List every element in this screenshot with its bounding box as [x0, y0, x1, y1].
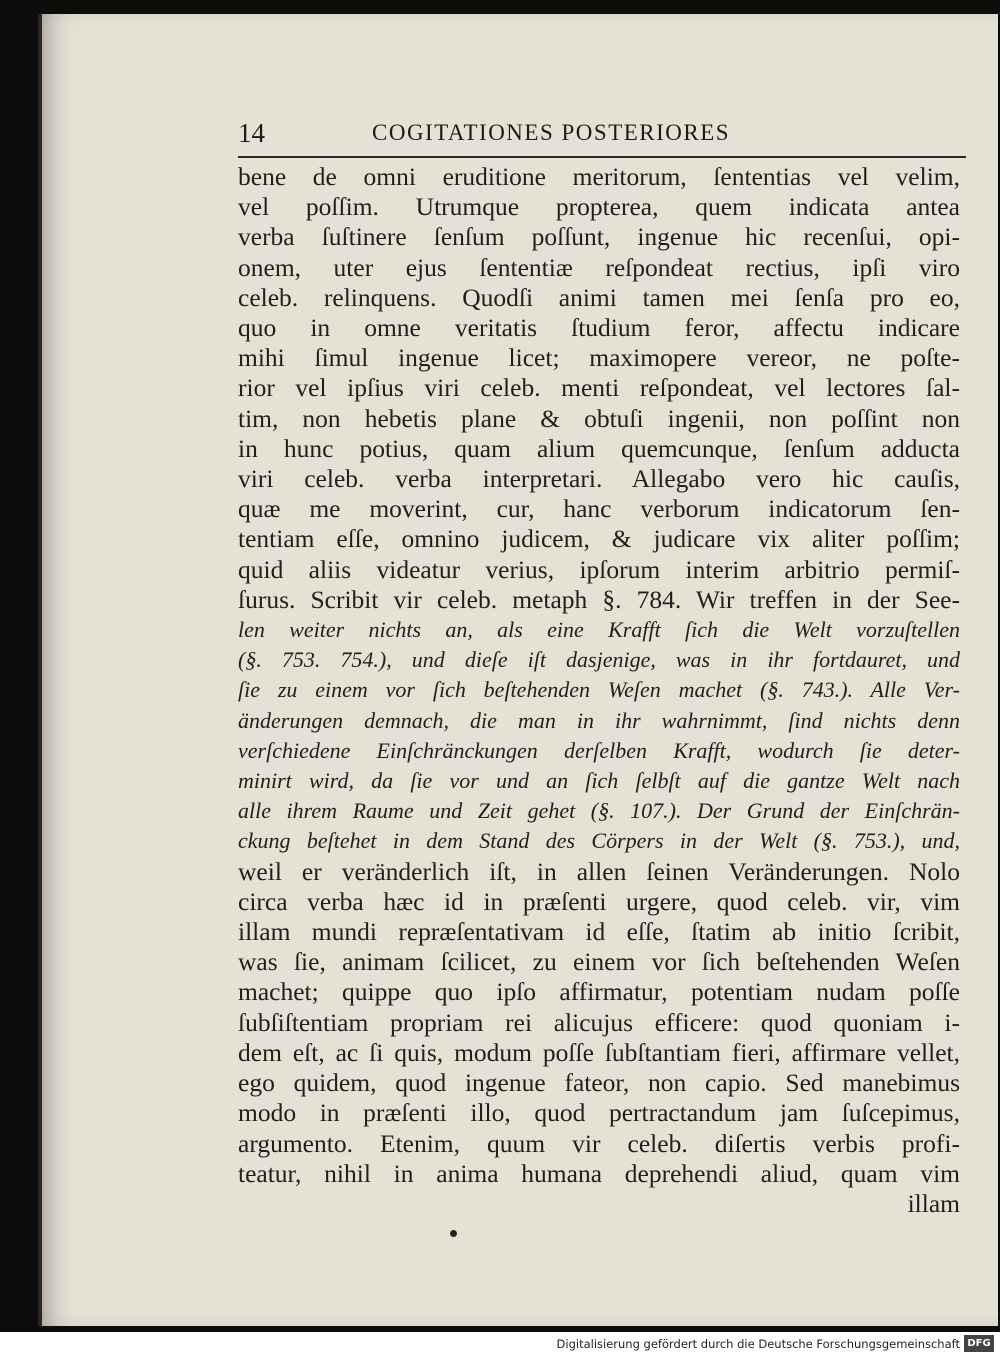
text-line: alle ihrem Raume und Zeit gehet (§. 107.). Der Grund der Einſchrän- [238, 798, 960, 824]
text-line: ſubſiſtentiam propriam rei alicujus efficere: quod quoniam i- [238, 1007, 960, 1037]
text-line: illam mundi repræſentativam id eſſe, ſtatim ab initio ſcribit, [238, 917, 960, 947]
text-line: onem, uter ejus ſententiæ reſpondeat rectius, ipſi viro [238, 252, 960, 282]
text-line: ſurus. Scribit vir celeb. metaph §. 784. Wir treffen in der See- [238, 584, 960, 614]
text-line: rior vel ipſius viri celeb. menti reſpondeat, vel lectores ſal- [238, 373, 960, 403]
text-line: änderungen demnach, die man in ihr wahrnimmt, ſind nichts denn [238, 707, 960, 733]
text-line: quæ me moverint, cur, hanc verborum indicatorum ſen- [238, 494, 960, 524]
text-line: len weiter nichts an, als eine Krafft ſich die Welt vorzuſtellen [238, 617, 960, 643]
text-line: weil er veränderlich iſt, in allen ſeinen Veränderungen. Nolo [238, 856, 960, 886]
text-line: minirt wird, da ſie vor und an ſich ſelbſt auf die gantze Welt nach [238, 768, 960, 794]
text-line: (§. 753. 754.), und dieſe iſt dasjenige, was in ihr fortdauret, und [238, 647, 960, 673]
page-content [238, 118, 998, 1219]
page-number: 14 [238, 118, 265, 148]
text-line: celeb. relinquens. Quodſi animi tamen mei ſenſa pro eo, [238, 282, 960, 312]
text-line: verba ſuſtinere ſenſum poſſunt, ingenue hic recenſui, opi- [238, 222, 960, 252]
footer-credit: Digitalisierung gefördert durch die Deutsche Forschungsgemeinschaft [556, 1337, 960, 1351]
text-line: circa verba hæc id in præſenti urgere, quod celeb. vir, vim [238, 886, 960, 916]
dfg-logo: DFG [964, 1335, 994, 1352]
text-line: machet; quippe quo ipſo affirmatur, potentiam nudam poſſe [238, 977, 960, 1007]
text-line: was ſie, animam ſcilicet, zu einem vor ſich beſtehenden Weſen [238, 947, 960, 977]
text-line: quid aliis videatur verius, ipſorum interim arbitrio permiſ- [238, 554, 960, 584]
text-line: quo in omne veritatis ſtudium feror, affectu indicare [238, 313, 960, 343]
book-page [38, 14, 998, 1326]
text-line: dem eſt, ac ſi quis, modum poſſe ſubſtantiam fieri, affirmare vellet, [238, 1037, 960, 1067]
text-line: in hunc potius, quam alium quemcunque, ſenſum adducta [238, 433, 960, 463]
ornament-dot [450, 1230, 457, 1237]
text-line: viri celeb. verba interpretari. Allegabo vero hic cauſis, [238, 464, 960, 494]
text-line: tentiam eſſe, omnino judicem, & judicare vix aliter poſſim; [238, 524, 960, 554]
text-line: tim, non hebetis plane & obtuſi ingenii, non poſſint non [238, 403, 960, 433]
text-line: verſchiedene Einſchränckungen derſelben Krafft, wodurch ſie deter- [238, 737, 960, 763]
text-line: vel poſſim. Utrumque propterea, quem indicata antea [238, 192, 960, 222]
text-line: teatur, nihil in anima humana deprehendi aliud, quam vim [238, 1158, 960, 1188]
running-head [238, 118, 966, 158]
text-line: bene de omni eruditione meritorum, ſententias vel velim, [238, 162, 960, 191]
text-line: ckung beſtehet in dem Stand des Cörpers in der Welt (§. 753.), und, [238, 828, 960, 854]
text-line: mihi ſimul ingenue licet; maximopere vereor, ne poſte- [238, 343, 960, 373]
text-line: ego quidem, quod ingenue fateor, non capio. Sed manebimus [238, 1068, 960, 1098]
text-line: argumento. Etenim, quum vir celeb. diſertis verbis profi- [238, 1128, 960, 1158]
body-text [238, 162, 960, 1189]
digitization-footer [0, 1332, 1000, 1357]
text-line: ſie zu einem vor ſich beſtehenden Weſen machet (§. 743.). Alle Ver- [238, 677, 960, 703]
catchword: illam [907, 1188, 960, 1218]
text-line: modo in præſenti illo, quod pertractandum jam ſuſcepimus, [238, 1098, 960, 1128]
running-title: COGITATIONES POSTERIORES [372, 120, 731, 145]
